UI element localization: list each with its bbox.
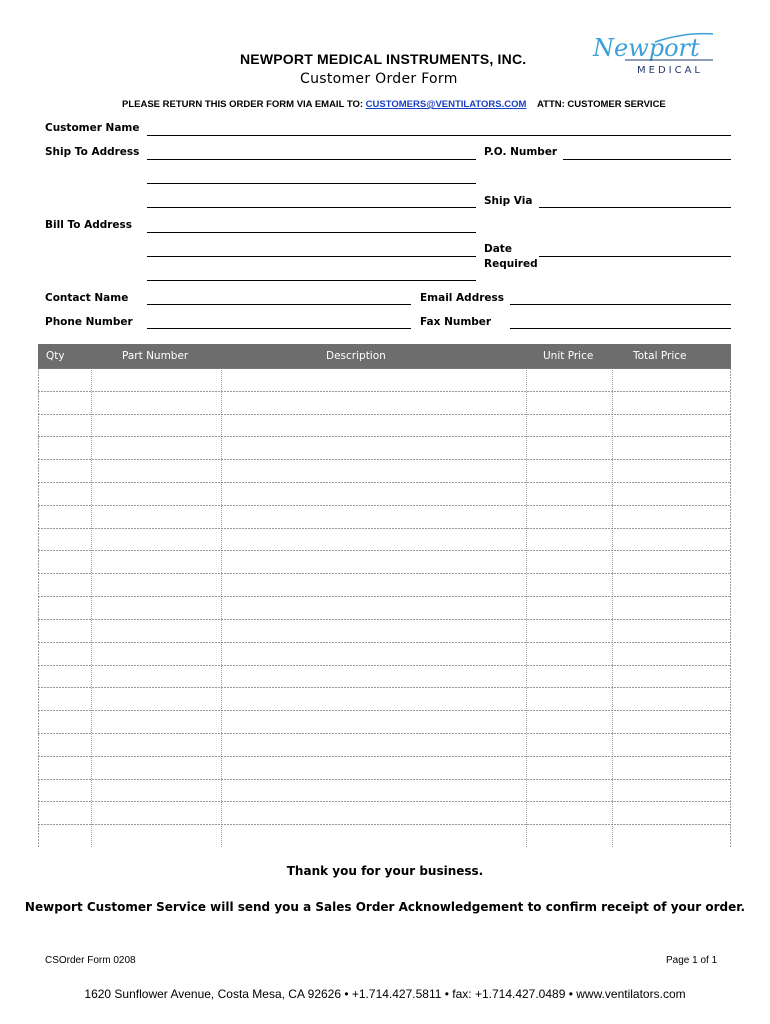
bill-to-address-label: Bill To Address: [45, 219, 133, 231]
thank-you-message: Thank you for your business.: [286, 864, 484, 878]
company-address: 1620 Sunflower Avenue, Costa Mesa, CA 92626 • +1.714.427.5811 • fax: +1.714.427.0489 • www.ventilators.com: [84, 987, 686, 1001]
notice-attn: ATTN: CUSTOMER SERVICE: [536, 99, 666, 110]
logo-subword: MEDICAL: [637, 65, 703, 76]
ship-via-label: Ship Via: [484, 195, 533, 207]
fax-number-label: Fax Number: [420, 316, 492, 328]
phone-number-field[interactable]: [147, 328, 411, 329]
column-header-qty: Qty: [46, 350, 65, 362]
column-header-total-price: Total Price: [633, 350, 687, 362]
contact-name-label: Contact Name: [45, 292, 129, 304]
form-code: CSOrder Form 0208: [45, 955, 136, 966]
email-address-field[interactable]: [510, 304, 731, 305]
column-header-part-number: Part Number: [122, 350, 189, 362]
date-required-label-line1: Date: [484, 243, 512, 255]
ship-via-field[interactable]: [539, 207, 731, 208]
date-required-field[interactable]: [539, 256, 731, 257]
column-header-description: Description: [326, 350, 386, 362]
acknowledgement-message: Newport Customer Service will send you a Sales Order Acknowledgement to confirm receipt of your order.: [24, 900, 746, 914]
page-number: Page 1 of 1: [666, 955, 718, 966]
logo-wordmark: Newport: [593, 34, 700, 62]
return-notice: [122, 99, 666, 110]
po-number-label: P.O. Number: [484, 146, 558, 158]
contact-name-field[interactable]: [147, 304, 411, 305]
notice-email-link[interactable]: CUSTOMERS@VENTILATORS.COM: [365, 99, 527, 110]
fax-number-field[interactable]: [510, 328, 731, 329]
company-name: NEWPORT MEDICAL INSTRUMENTS, INC.: [240, 51, 527, 67]
email-address-label: Email Address: [420, 292, 505, 304]
form-title: Customer Order Form: [300, 71, 458, 87]
date-required-label-line2: Required: [484, 258, 538, 270]
phone-number-label: Phone Number: [45, 316, 133, 328]
bill-to-address-field-1[interactable]: [147, 232, 476, 233]
order-table-grid: [38, 368, 731, 847]
column-header-unit-price: Unit Price: [543, 350, 594, 362]
bill-to-address-field-3[interactable]: [147, 280, 476, 281]
notice-prefix: PLEASE RETURN THIS ORDER FORM VIA EMAIL TO:: [122, 99, 364, 110]
po-number-field[interactable]: [563, 159, 731, 160]
ship-to-address-field-1[interactable]: [147, 159, 476, 160]
bill-to-address-field-2[interactable]: [147, 256, 476, 257]
ship-to-address-field-3[interactable]: [147, 207, 476, 208]
ship-to-address-field-2[interactable]: [147, 183, 476, 184]
customer-name-label: Customer Name: [45, 122, 140, 134]
newport-medical-logo: [585, 28, 720, 78]
ship-to-address-label: Ship To Address: [45, 146, 140, 158]
customer-name-field[interactable]: [147, 135, 731, 136]
